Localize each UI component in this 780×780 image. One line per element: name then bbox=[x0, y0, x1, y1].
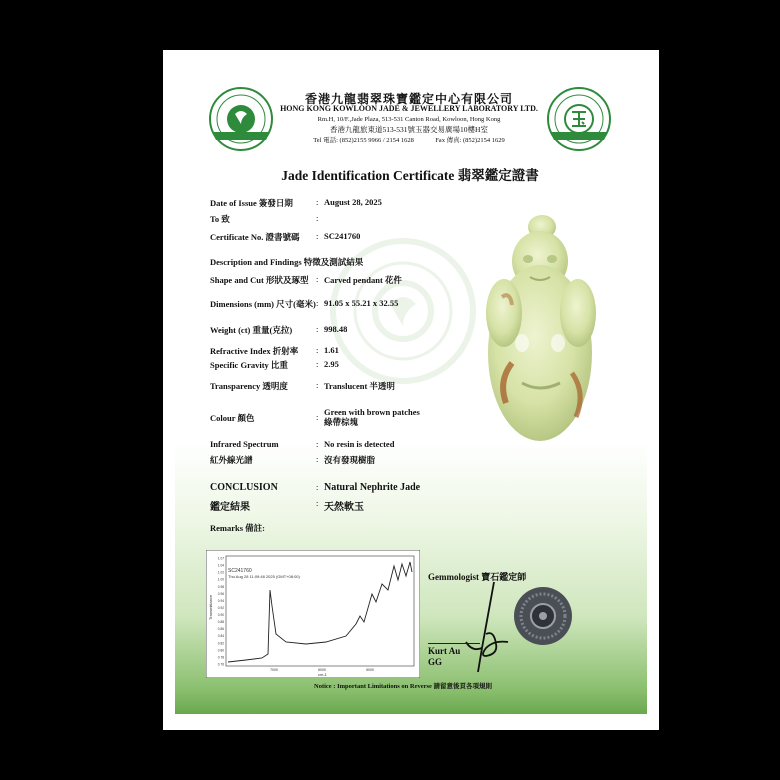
spectrum-sample-id: SC241760 bbox=[228, 568, 252, 574]
conclusion-value-english: Natural Nephrite Jade bbox=[324, 482, 421, 493]
spectrum-y-tick: 0.98 bbox=[217, 584, 224, 589]
colon: : bbox=[316, 213, 319, 223]
colon: : bbox=[316, 231, 319, 241]
conclusion-label-chinese: 鑑定結果 bbox=[210, 502, 250, 513]
transparency-label: Transparency 透明度 bbox=[210, 381, 288, 391]
colon: : bbox=[316, 324, 319, 334]
spectrum-y-tick: 1.04 bbox=[217, 563, 224, 568]
dimensions-value: 91.05 x 55.21 x 32.55 bbox=[324, 298, 399, 308]
refractive-index-label: Refractive Index 折射率 bbox=[210, 346, 299, 356]
infrared-value-chinese: 沒有發現樹脂 bbox=[324, 455, 376, 465]
infrared-spectrum-plot bbox=[206, 550, 420, 678]
spectrum-y-tick: 0.92 bbox=[217, 605, 224, 610]
colon: : bbox=[316, 298, 319, 308]
colon: : bbox=[316, 498, 319, 508]
security-hologram-sticker bbox=[513, 586, 573, 646]
spectrum-y-tick: 1.02 bbox=[217, 570, 224, 575]
handwritten-signature bbox=[464, 578, 510, 676]
infrared-label-english: Infrared Spectrum bbox=[210, 439, 279, 449]
colon: : bbox=[316, 359, 319, 369]
lab-tel: Tel 電話: (852)2155 9966 / 2154 1628 bbox=[313, 137, 414, 144]
gemmologist-identity bbox=[428, 646, 460, 668]
colon: : bbox=[316, 439, 319, 449]
spectrum-y-tick: 0.90 bbox=[217, 613, 224, 618]
signature-line bbox=[428, 643, 480, 644]
limitations-notice: Notice : Important Limitations on Reverse 請留意後頁各項規則 bbox=[314, 683, 493, 690]
lab-name-chinese: 香港九龍翡翠珠寶鑑定中心有限公司 bbox=[304, 92, 513, 106]
date-label: Date of Issue 簽發日期 bbox=[210, 198, 293, 208]
infrared-label-chinese: 紅外線光譜 bbox=[210, 455, 253, 465]
spectrum-y-tick: 0.86 bbox=[217, 627, 224, 632]
spectrum-y-tick: 0.84 bbox=[217, 634, 224, 639]
spectrum-y-tick: 0.96 bbox=[217, 591, 224, 596]
to-label: To 致 bbox=[210, 214, 230, 224]
colour-value-english: Green with brown patches bbox=[324, 407, 420, 417]
colour-value bbox=[324, 407, 420, 427]
lab-name-english: HONG KONG KOWLOON JADE & JEWELLERY LABORATORY LTD. bbox=[280, 104, 538, 113]
weight-label: Weight (ct) 重量(克拉) bbox=[210, 325, 293, 335]
colon: : bbox=[316, 197, 319, 207]
spectrum-y-tick: 0.80 bbox=[217, 648, 224, 653]
infrared-value-english: No resin is detected bbox=[324, 439, 395, 449]
spectrum-ylabel: Transmittance bbox=[208, 594, 213, 620]
spectrum-y-tick: 0.76 bbox=[217, 662, 224, 667]
certificate-number-label: Certificate No. 證書號碼 bbox=[210, 232, 300, 242]
conclusion-label-english: CONCLUSION bbox=[210, 482, 278, 493]
specific-gravity-label: Specific Gravity 比重 bbox=[210, 360, 288, 370]
refractive-index-value: 1.61 bbox=[324, 345, 339, 355]
colon: : bbox=[316, 380, 319, 390]
spectrum-y-tick: 0.78 bbox=[217, 655, 224, 660]
gemmologist-credential: GG bbox=[428, 657, 443, 667]
laboratory-seal-left bbox=[208, 86, 274, 152]
lab-fax: Fax 傳真: (852)2154 1629 bbox=[435, 137, 505, 144]
laboratory-seal-right bbox=[546, 86, 612, 152]
colour-value-chinese: 綠帶棕塊 bbox=[324, 417, 359, 427]
jade-pendant-photo bbox=[482, 203, 600, 443]
specific-gravity-value: 2.95 bbox=[324, 359, 339, 369]
spectrum-y-tick: 0.88 bbox=[217, 620, 224, 625]
transparency-value: Translucent 半透明 bbox=[324, 381, 395, 391]
spectrum-x-tick: 7000 bbox=[270, 668, 278, 672]
weight-value: 998.48 bbox=[324, 324, 348, 334]
spectrum-y-tick: 0.82 bbox=[217, 641, 224, 646]
certificate-title: Jade Identification Certificate 翡翠鑑定證書 bbox=[281, 168, 539, 183]
colon: : bbox=[316, 454, 319, 464]
colon: : bbox=[316, 345, 319, 355]
colon: : bbox=[316, 412, 319, 422]
lab-address-chinese: 香港九龍旅東道513-531號玉器交易廣場10樓H室 bbox=[330, 125, 488, 134]
gemmologist-name: Kurt Au bbox=[428, 646, 461, 656]
shape-label: Shape and Cut 形狀及琢型 bbox=[210, 275, 309, 285]
certificate-number-value: SC241760 bbox=[324, 231, 361, 241]
colon: : bbox=[316, 274, 319, 284]
spectrum-x-tick: 5000 bbox=[366, 668, 374, 672]
gemmologist-label: Gemmologist 寶石鑑定師 bbox=[428, 572, 527, 582]
spectrum-x-tick: 6000 bbox=[318, 668, 326, 672]
colour-label: Colour 顏色 bbox=[210, 413, 255, 423]
conclusion-value-chinese: 天然軟玉 bbox=[324, 502, 364, 513]
date-value: August 28, 2025 bbox=[324, 197, 382, 207]
spectrum-y-tick: 1.07 bbox=[217, 556, 224, 561]
colon: : bbox=[316, 482, 319, 492]
spectrum-xlabel: cm-1 bbox=[318, 672, 327, 677]
shape-value: Carved pendant 花件 bbox=[324, 275, 402, 285]
lab-contact bbox=[278, 135, 540, 144]
spectrum-timestamp: Thu Aug 28 11:09:48 2025 (GMT+08:00) bbox=[228, 574, 300, 579]
dimensions-label: Dimensions (mm) 尺寸(毫米) bbox=[210, 299, 316, 309]
remarks-label: Remarks 備註: bbox=[210, 523, 266, 533]
spectrum-y-tick: 0.94 bbox=[217, 598, 224, 603]
description-heading: Description and Findings 特徵及測試結果 bbox=[210, 257, 364, 267]
spectrum-y-tick: 1.00 bbox=[217, 577, 224, 582]
lab-address-english: Rm.H, 10/F.,Jade Plaza, 513-531 Canton Road, Kowloon, Hong Kong bbox=[317, 116, 501, 123]
